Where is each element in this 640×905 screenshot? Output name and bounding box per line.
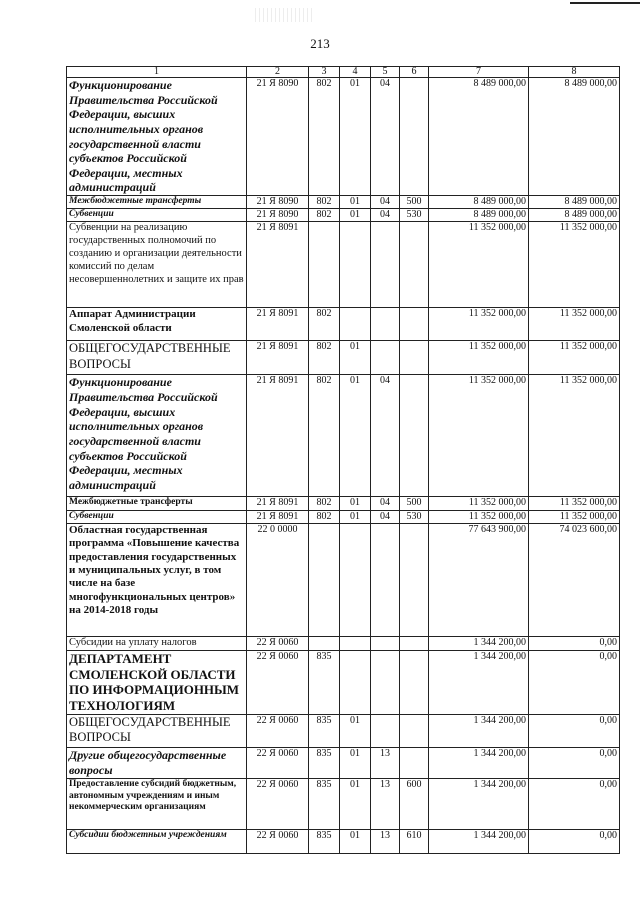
sum-2016-cell: 11 352 000,00 — [529, 222, 620, 308]
sum-2015-cell: 1 344 200,00 — [429, 715, 529, 748]
corner-line — [570, 2, 640, 4]
row-name: Субвенции на реализацию государственных полномочий по созданию и организации деятельности комиссий по делам несовершеннолетних и защите их прав — [67, 222, 247, 308]
ved-cell: 802 — [309, 209, 340, 222]
table-row — [67, 748, 620, 779]
sum-2016-cell: 11 352 000,00 — [529, 341, 620, 375]
column-header: 1 — [67, 67, 247, 78]
row-name: Функционирование Правительства Российской Федерации, высших исполнительных органов государственной власти субъектов Российской Федерации, местных администраций — [67, 78, 247, 196]
rz-cell — [340, 523, 371, 636]
ved-cell: 802 — [309, 341, 340, 375]
vr-cell — [400, 650, 429, 714]
pr-cell — [371, 341, 400, 375]
sum-2015-cell: 1 344 200,00 — [429, 650, 529, 714]
sum-2015-cell: 77 643 900,00 — [429, 523, 529, 636]
row-name: Субсидии бюджетным учреждениям — [67, 830, 247, 854]
rz-cell: 01 — [340, 375, 371, 497]
sum-2016-cell: 8 489 000,00 — [529, 196, 620, 209]
table-row — [67, 196, 620, 209]
table-row — [67, 830, 620, 854]
pr-cell: 04 — [371, 196, 400, 209]
table-row — [67, 715, 620, 748]
code-cell: 21 Я 8090 — [247, 78, 309, 196]
vr-cell — [400, 308, 429, 341]
code-cell: 21 Я 8091 — [247, 222, 309, 308]
pr-cell — [371, 523, 400, 636]
ved-cell: 802 — [309, 196, 340, 209]
rz-cell: 01 — [340, 748, 371, 779]
rz-cell — [340, 222, 371, 308]
column-header: 2 — [247, 67, 309, 78]
table-row — [67, 222, 620, 308]
sum-2016-cell: 11 352 000,00 — [529, 497, 620, 510]
sum-2016-cell: 8 489 000,00 — [529, 78, 620, 196]
row-name: Областная государственная программа «Повышение качества предоставления государственных и муниципальных услуг, в том числе на базе многофункциональных центров» на 2014-2018 годы — [67, 523, 247, 636]
sum-2015-cell: 1 344 200,00 — [429, 636, 529, 650]
column-header: 6 — [400, 67, 429, 78]
sum-2016-cell: 11 352 000,00 — [529, 308, 620, 341]
table-row — [67, 209, 620, 222]
sum-2015-cell: 1 344 200,00 — [429, 779, 529, 830]
sum-2016-cell: 74 023 600,00 — [529, 523, 620, 636]
row-name: Межбюджетные трансферты — [67, 497, 247, 510]
table-header-row — [67, 67, 620, 78]
vr-cell: 600 — [400, 779, 429, 830]
table-row — [67, 510, 620, 523]
code-cell: 22 Я 0060 — [247, 636, 309, 650]
ved-cell: 835 — [309, 748, 340, 779]
code-cell: 21 Я 8091 — [247, 497, 309, 510]
code-cell: 22 0 0000 — [247, 523, 309, 636]
table-row — [67, 636, 620, 650]
code-cell: 21 Я 8091 — [247, 510, 309, 523]
ved-cell — [309, 636, 340, 650]
sum-2016-cell: 0,00 — [529, 779, 620, 830]
scan-artifact — [255, 8, 315, 22]
table-row — [67, 779, 620, 830]
rz-cell: 01 — [340, 510, 371, 523]
sum-2015-cell: 8 489 000,00 — [429, 78, 529, 196]
vr-cell: 530 — [400, 510, 429, 523]
ved-cell: 835 — [309, 779, 340, 830]
pr-cell: 13 — [371, 779, 400, 830]
sum-2016-cell: 0,00 — [529, 748, 620, 779]
rz-cell — [340, 650, 371, 714]
row-name: ОБЩЕГОСУДАРСТВЕННЫЕ ВОПРОСЫ — [67, 715, 247, 748]
ved-cell: 835 — [309, 715, 340, 748]
ved-cell: 802 — [309, 375, 340, 497]
vr-cell — [400, 748, 429, 779]
sum-2015-cell: 11 352 000,00 — [429, 222, 529, 308]
page-number: 213 — [310, 36, 330, 51]
ved-cell: 802 — [309, 78, 340, 196]
pr-cell — [371, 308, 400, 341]
vr-cell: 530 — [400, 209, 429, 222]
vr-cell — [400, 375, 429, 497]
sum-2016-cell: 11 352 000,00 — [529, 510, 620, 523]
code-cell: 22 Я 0060 — [247, 779, 309, 830]
rz-cell: 01 — [340, 715, 371, 748]
table-row — [67, 375, 620, 497]
column-header: 4 — [340, 67, 371, 78]
vr-cell — [400, 78, 429, 196]
code-cell: 21 Я 8090 — [247, 196, 309, 209]
vr-cell — [400, 341, 429, 375]
rz-cell: 01 — [340, 341, 371, 375]
rz-cell — [340, 636, 371, 650]
vr-cell: 610 — [400, 830, 429, 854]
pr-cell: 04 — [371, 510, 400, 523]
table-row — [67, 650, 620, 714]
code-cell: 22 Я 0060 — [247, 650, 309, 714]
pr-cell — [371, 650, 400, 714]
sum-2016-cell: 0,00 — [529, 715, 620, 748]
pr-cell: 04 — [371, 78, 400, 196]
rz-cell — [340, 308, 371, 341]
vr-cell: 500 — [400, 497, 429, 510]
ved-cell: 802 — [309, 308, 340, 341]
row-name: Предоставление субсидий бюджетным, автономным учреждениям и иным некоммерческим организациям — [67, 779, 247, 830]
sum-2015-cell: 11 352 000,00 — [429, 341, 529, 375]
rz-cell: 01 — [340, 196, 371, 209]
ved-cell: 802 — [309, 510, 340, 523]
sum-2015-cell: 11 352 000,00 — [429, 510, 529, 523]
row-name: Функционирование Правительства Российской Федерации, высших исполнительных органов государственной власти субъектов Российской Федерации, местных администраций — [67, 375, 247, 497]
column-header: 8 — [529, 67, 620, 78]
ved-cell: 802 — [309, 497, 340, 510]
sum-2016-cell: 11 352 000,00 — [529, 375, 620, 497]
code-cell: 21 Я 8091 — [247, 341, 309, 375]
sum-2016-cell: 0,00 — [529, 650, 620, 714]
sum-2016-cell: 8 489 000,00 — [529, 209, 620, 222]
code-cell: 21 Я 8091 — [247, 375, 309, 497]
code-cell: 21 Я 8090 — [247, 209, 309, 222]
pr-cell: 13 — [371, 748, 400, 779]
ved-cell: 835 — [309, 830, 340, 854]
pr-cell: 04 — [371, 375, 400, 497]
vr-cell — [400, 636, 429, 650]
row-name: ДЕПАРТАМЕНТ СМОЛЕНСКОЙ ОБЛАСТИ ПО ИНФОРМАЦИОННЫМ ТЕХНОЛОГИЯМ — [67, 650, 247, 714]
column-header: 3 — [309, 67, 340, 78]
table-row — [67, 308, 620, 341]
ved-cell — [309, 523, 340, 636]
table-row — [67, 523, 620, 636]
pr-cell: 04 — [371, 497, 400, 510]
sum-2015-cell: 1 344 200,00 — [429, 748, 529, 779]
sum-2015-cell: 8 489 000,00 — [429, 209, 529, 222]
vr-cell: 500 — [400, 196, 429, 209]
budget-table — [66, 66, 620, 854]
rz-cell: 01 — [340, 78, 371, 196]
pr-cell — [371, 222, 400, 308]
ved-cell: 835 — [309, 650, 340, 714]
pr-cell — [371, 715, 400, 748]
rz-cell: 01 — [340, 830, 371, 854]
table-row — [67, 78, 620, 196]
rz-cell: 01 — [340, 779, 371, 830]
vr-cell — [400, 222, 429, 308]
code-cell: 22 Я 0060 — [247, 748, 309, 779]
pr-cell: 04 — [371, 209, 400, 222]
row-name: Межбюджетные трансферты — [67, 196, 247, 209]
row-name: Субвенции — [67, 510, 247, 523]
pr-cell: 13 — [371, 830, 400, 854]
rz-cell: 01 — [340, 209, 371, 222]
sum-2015-cell: 11 352 000,00 — [429, 375, 529, 497]
row-name: Аппарат Администрации Смоленской области — [67, 308, 247, 341]
row-name: Субвенции — [67, 209, 247, 222]
sum-2015-cell: 8 489 000,00 — [429, 196, 529, 209]
ved-cell — [309, 222, 340, 308]
column-header: 7 — [429, 67, 529, 78]
sum-2015-cell: 11 352 000,00 — [429, 497, 529, 510]
sum-2016-cell: 0,00 — [529, 830, 620, 854]
pr-cell — [371, 636, 400, 650]
row-name: Субсидии на уплату налогов — [67, 636, 247, 650]
rz-cell: 01 — [340, 497, 371, 510]
vr-cell — [400, 715, 429, 748]
sum-2016-cell: 0,00 — [529, 636, 620, 650]
table-row — [67, 341, 620, 375]
table-row — [67, 497, 620, 510]
sum-2015-cell: 11 352 000,00 — [429, 308, 529, 341]
sum-2015-cell: 1 344 200,00 — [429, 830, 529, 854]
vr-cell — [400, 523, 429, 636]
row-name: ОБЩЕГОСУДАРСТВЕННЫЕ ВОПРОСЫ — [67, 341, 247, 375]
row-name: Другие общегосударственные вопросы — [67, 748, 247, 779]
code-cell: 21 Я 8091 — [247, 308, 309, 341]
code-cell: 22 Я 0060 — [247, 830, 309, 854]
column-header: 5 — [371, 67, 400, 78]
code-cell: 22 Я 0060 — [247, 715, 309, 748]
